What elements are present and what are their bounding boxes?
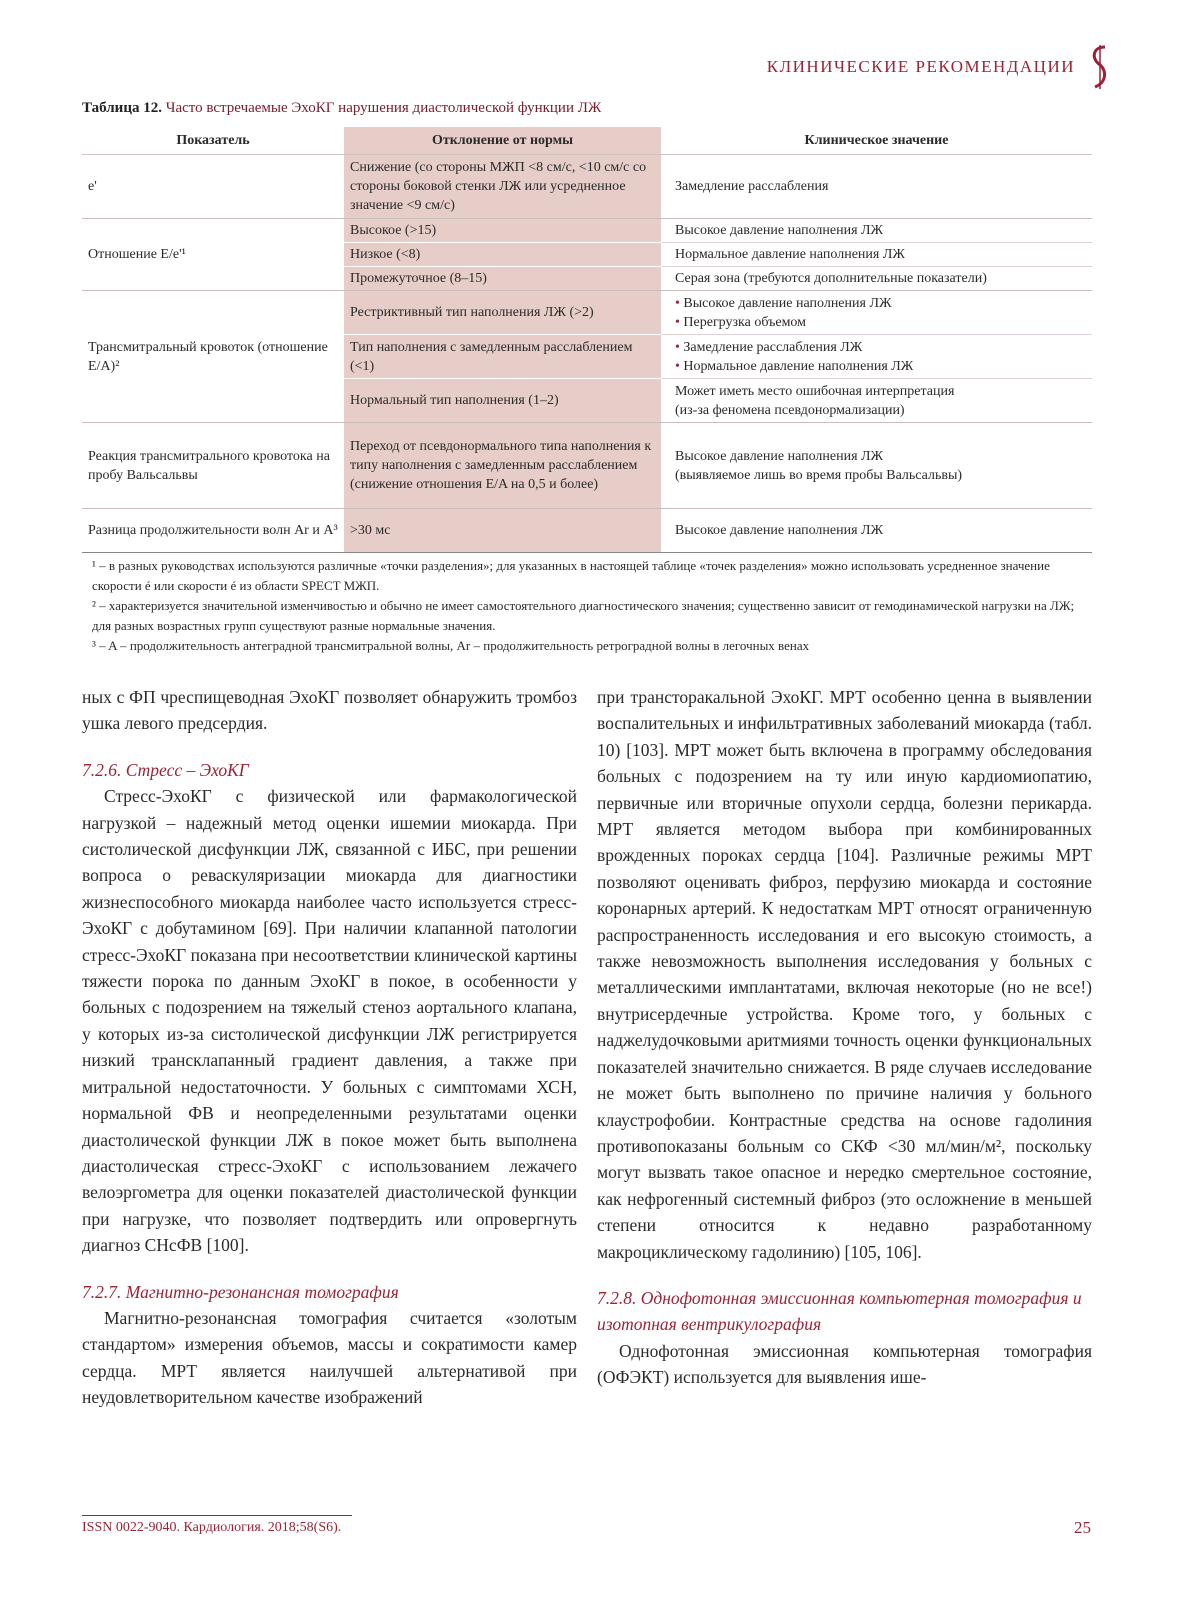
left-column [82, 684, 577, 1411]
page-number: 25 [1074, 1518, 1091, 1537]
section-heading: 7.2.8. Однофотонная эмиссионная компьютерная томография и изотопная вентрикулография [597, 1287, 1082, 1335]
table-caption-label: Таблица 12. [82, 100, 162, 116]
bullet-item: • Нормальное давление наполнения ЛЖ [675, 357, 1086, 376]
footnote: ² – характеризуется значительной изменчивостью и обычно не имеет самостоятельного диагностического значения; существенно зависит от гемодинамической нагрузки на ЛЖ; для разных возрастных групп существуют разные нормальные значения. [92, 598, 1075, 633]
paragraph: Магнитно-резонансная томография считается «золотым стандартом» измерения объемов, массы и сократимости камер сердца. МРТ является наилучшей альтернативой при неудовлетворительном качестве изображений [82, 1307, 577, 1408]
header-significance: Клиническое значение [661, 127, 1092, 155]
header-deviation: Отклонение от нормы [344, 127, 661, 155]
indicator-cell: Реакция трансмитрального кровотока на пробу Вальсальвы [82, 423, 344, 509]
table-row [82, 291, 1092, 335]
footer-citation: ISSN 0022-9040. Кардиология. 2018;58(S6). [82, 1520, 342, 1535]
table-row [82, 219, 1092, 243]
table-row [82, 509, 1092, 553]
deviation-cell: Рестриктивный тип наполнения ЛЖ (>2) [344, 291, 661, 335]
deviation-cell: Нормальный тип наполнения (1–2) [344, 379, 661, 423]
significance-cell: Высокое давление наполнения ЛЖ [661, 509, 1092, 553]
significance-line: (выявляемое лишь во время пробы Вальсальвы) [675, 467, 963, 483]
table-row [82, 423, 1092, 509]
echo-table [82, 127, 1092, 553]
significance-line: (из-за феномена псевдонормализации) [675, 402, 905, 418]
indicator-cell: Разница продолжительности волн Ar и A³ [82, 509, 344, 553]
table-row [82, 155, 1092, 219]
deviation-cell: Низкое (<8) [344, 243, 661, 267]
indicator-cell: e' [82, 155, 344, 219]
footnote: ¹ – в разных руководствах используются различные «точки разделения»; для указанных в настоящей таблице «точек разделения» можно использовать усредненное значение скорости é или скорости é из области SPECT МЖП. [92, 558, 1050, 593]
indicator-cell: Отношение E/e'¹ [82, 219, 344, 291]
significance-line: Может иметь место ошибочная интерпретация [675, 383, 955, 399]
bullet-item: • Высокое давление наполнения ЛЖ [675, 294, 1086, 313]
significance-cell [661, 379, 1092, 423]
paragraph: при трансторакальной ЭхоКГ. МРТ особенно ценна в выявлении воспалительных и инфильтративных заболеваний миокарда (табл. 10) [103]. МРТ может быть включена в программу обследования больных с подозрением на ту или иную кардиомиопатию, первичные или вторичные опухоли сердца, болезни перикарда. МРТ является методом выбора при комбинированных врожденных пороках сердца [104]. Различные режимы МРТ позволяют оценивать фиброз, перфузию миокарда и состояние коронарных артерий. К недостаткам МРТ относят ограниченную распространенность исследования и его высокую стоимость, а также невозможность выполнения исследования у больных с металлическими имплантатами, включая некоторые (но не все!) внутрисердечные устройства. Кроме того, у больных с наджелудочковыми аритмиями точность оценки функциональных показателей значительно снижается. В ряде случаев исследование не может быть выполнено по причине наличия у больного клаустрофобии. Контрастные средства на основе гадолиния противопоказаны больным со СКФ <30 мл/мин/м², поскольку могут вызвать такое опасное и нередко смертельное состояние, как нефрогенный системный фиброз (это осложнение в меньшей степени относится к недавно разработанному макроциклическому гадолинию) [105, 106]. [597, 687, 1092, 1262]
header-indicator: Показатель [82, 127, 344, 155]
footnote: ³ – A – продолжительность антеградной трансмитральной волны, Ar – продолжительность ретроградной волны в легочных венах [92, 638, 810, 653]
deviation-cell: >30 мс [344, 509, 661, 553]
section-heading: 7.2.7. Магнитно-резонансная томография [82, 1281, 399, 1302]
journal-logo-icon [1085, 44, 1115, 90]
footer-divider [82, 1515, 352, 1516]
deviation-cell: Переход от псевдонормального типа наполнения к типу наполнения с замедленным расслаблением (снижение отношения E/A на 0,5 и более) [344, 423, 661, 509]
significance-cell: Замедление расслабления [661, 155, 1092, 219]
table-header-row [82, 127, 1092, 155]
paragraph: ных с ФП чреспищеводная ЭхоКГ позволяет обнаружить тромбоз ушка левого предсердия. [82, 687, 577, 734]
deviation-cell: Тип наполнения с замедленным расслаблением (<1) [344, 335, 661, 379]
page-header [767, 44, 1115, 90]
significance-cell [661, 291, 1092, 335]
deviation-cell: Промежуточное (8–15) [344, 267, 661, 291]
significance-cell: Серая зона (требуются дополнительные показатели) [661, 267, 1092, 291]
significance-cell: Высокое давление наполнения ЛЖ [661, 219, 1092, 243]
table-footnotes [82, 556, 1092, 656]
indicator-cell: Трансмитральный кровоток (отношение E/A)² [82, 291, 344, 423]
significance-cell [661, 423, 1092, 509]
deviation-cell: Высокое (>15) [344, 219, 661, 243]
bullet-item: • Замедление расслабления ЛЖ [675, 338, 1086, 357]
paragraph: Однофотонная эмиссионная компьютерная томография (ОФЭКТ) используется для выявления ише- [597, 1340, 1092, 1388]
section-heading: 7.2.6. Стресс – ЭхоКГ [82, 759, 249, 780]
paragraph: Стресс-ЭхоКГ с физической или фармакологической нагрузкой – надежный метод оценки ишемии миокарда. При систолической дисфункции ЛЖ, связанной с ИБС, при решении вопроса о реваскуляризации миокарда для диагностики жизнеспособного миокарда наиболее часто используется стресс-ЭхоКГ с добутамином [69]. При наличии клапанной патологии стресс-ЭхоКГ показана при несоответствии клинической картины тяжести порока по данным ЭхоКГ в покое, в особенности у больных с подозрением на тяжелый стеноз аортального клапана, у которых из-за систолической дисфункции ЛЖ регистрируется низкий трансклапанный градиент давления, а также при митральной недостаточности. У больных с симптомами ХСН, нормальной ФВ и неопределенными результатами оценки диастолической функции ЛЖ в покое может быть выполнена диастолическая стресс-ЭхоКГ с использованием лежачего велоэргометра для оценки показателей диастолической функции при нагрузке, что позволяет подтвердить или опровергнуть диагноз СНсФВ [100]. [82, 786, 577, 1256]
journal-section-title: КЛИНИЧЕСКИЕ РЕКОМЕНДАЦИИ [766, 57, 1075, 76]
right-column [597, 684, 1092, 1391]
deviation-cell: Снижение (со стороны МЖП <8 см/с, <10 см/с со стороны боковой стенки ЛЖ или усредненное значение <9 см/с) [344, 155, 661, 219]
significance-cell: Нормальное давление наполнения ЛЖ [661, 243, 1092, 267]
significance-line: Высокое давление наполнения ЛЖ [675, 448, 884, 464]
table-caption [82, 100, 601, 117]
significance-cell [661, 335, 1092, 379]
table-caption-text: Часто встречаемые ЭхоКГ нарушения диастолической функции ЛЖ [165, 100, 602, 116]
bullet-item: • Перегрузка объемом [675, 313, 1086, 332]
